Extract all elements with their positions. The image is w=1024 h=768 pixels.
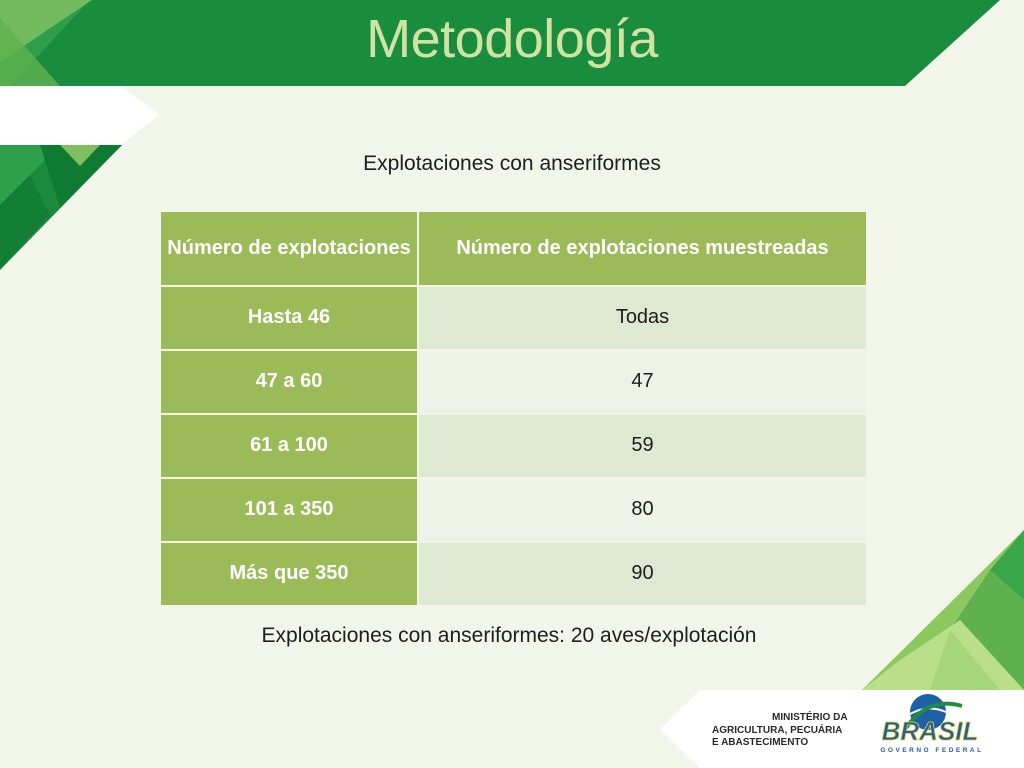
row-sampled: Todas [419, 287, 866, 349]
table-row [161, 415, 866, 477]
row-range: Hasta 46 [161, 287, 417, 349]
brasil-logo [866, 690, 996, 756]
table-row [161, 543, 866, 605]
row-range: 101 a 350 [161, 479, 417, 541]
row-range: 47 a 60 [161, 351, 417, 413]
brasil-wordmark: BRASIL [881, 716, 979, 746]
row-sampled: 59 [419, 415, 866, 477]
sampling-table [159, 210, 868, 607]
ministry-line-2: AGRICULTURA, PECUÁRIA [712, 724, 843, 736]
table-row [161, 287, 866, 349]
header-farm-count: Número de explotaciones [161, 212, 417, 285]
white-chevron [0, 86, 160, 145]
sample-size-note: Explotaciones con anseriformes: 20 aves/explotación [261, 624, 757, 647]
row-sampled: 47 [419, 351, 866, 413]
ministry-name [712, 712, 852, 750]
ministry-line-3: E ABASTECIMENTO [712, 737, 809, 748]
table-row [161, 479, 866, 541]
header-sampled-count: Número de explotaciones muestreadas [419, 212, 866, 285]
row-sampled: 80 [419, 479, 866, 541]
slide-title: Metodología [366, 9, 658, 69]
brasil-subline: GOVERNO FEDERAL [880, 747, 984, 754]
ministry-line-1: MINISTÉRIO DA [772, 712, 848, 723]
row-range: Más que 350 [161, 543, 417, 605]
table-caption: Explotaciones con anseriformes [363, 152, 661, 175]
table-header-row [161, 212, 866, 285]
table-row [161, 351, 866, 413]
row-sampled: 90 [419, 543, 866, 605]
row-range: 61 a 100 [161, 415, 417, 477]
